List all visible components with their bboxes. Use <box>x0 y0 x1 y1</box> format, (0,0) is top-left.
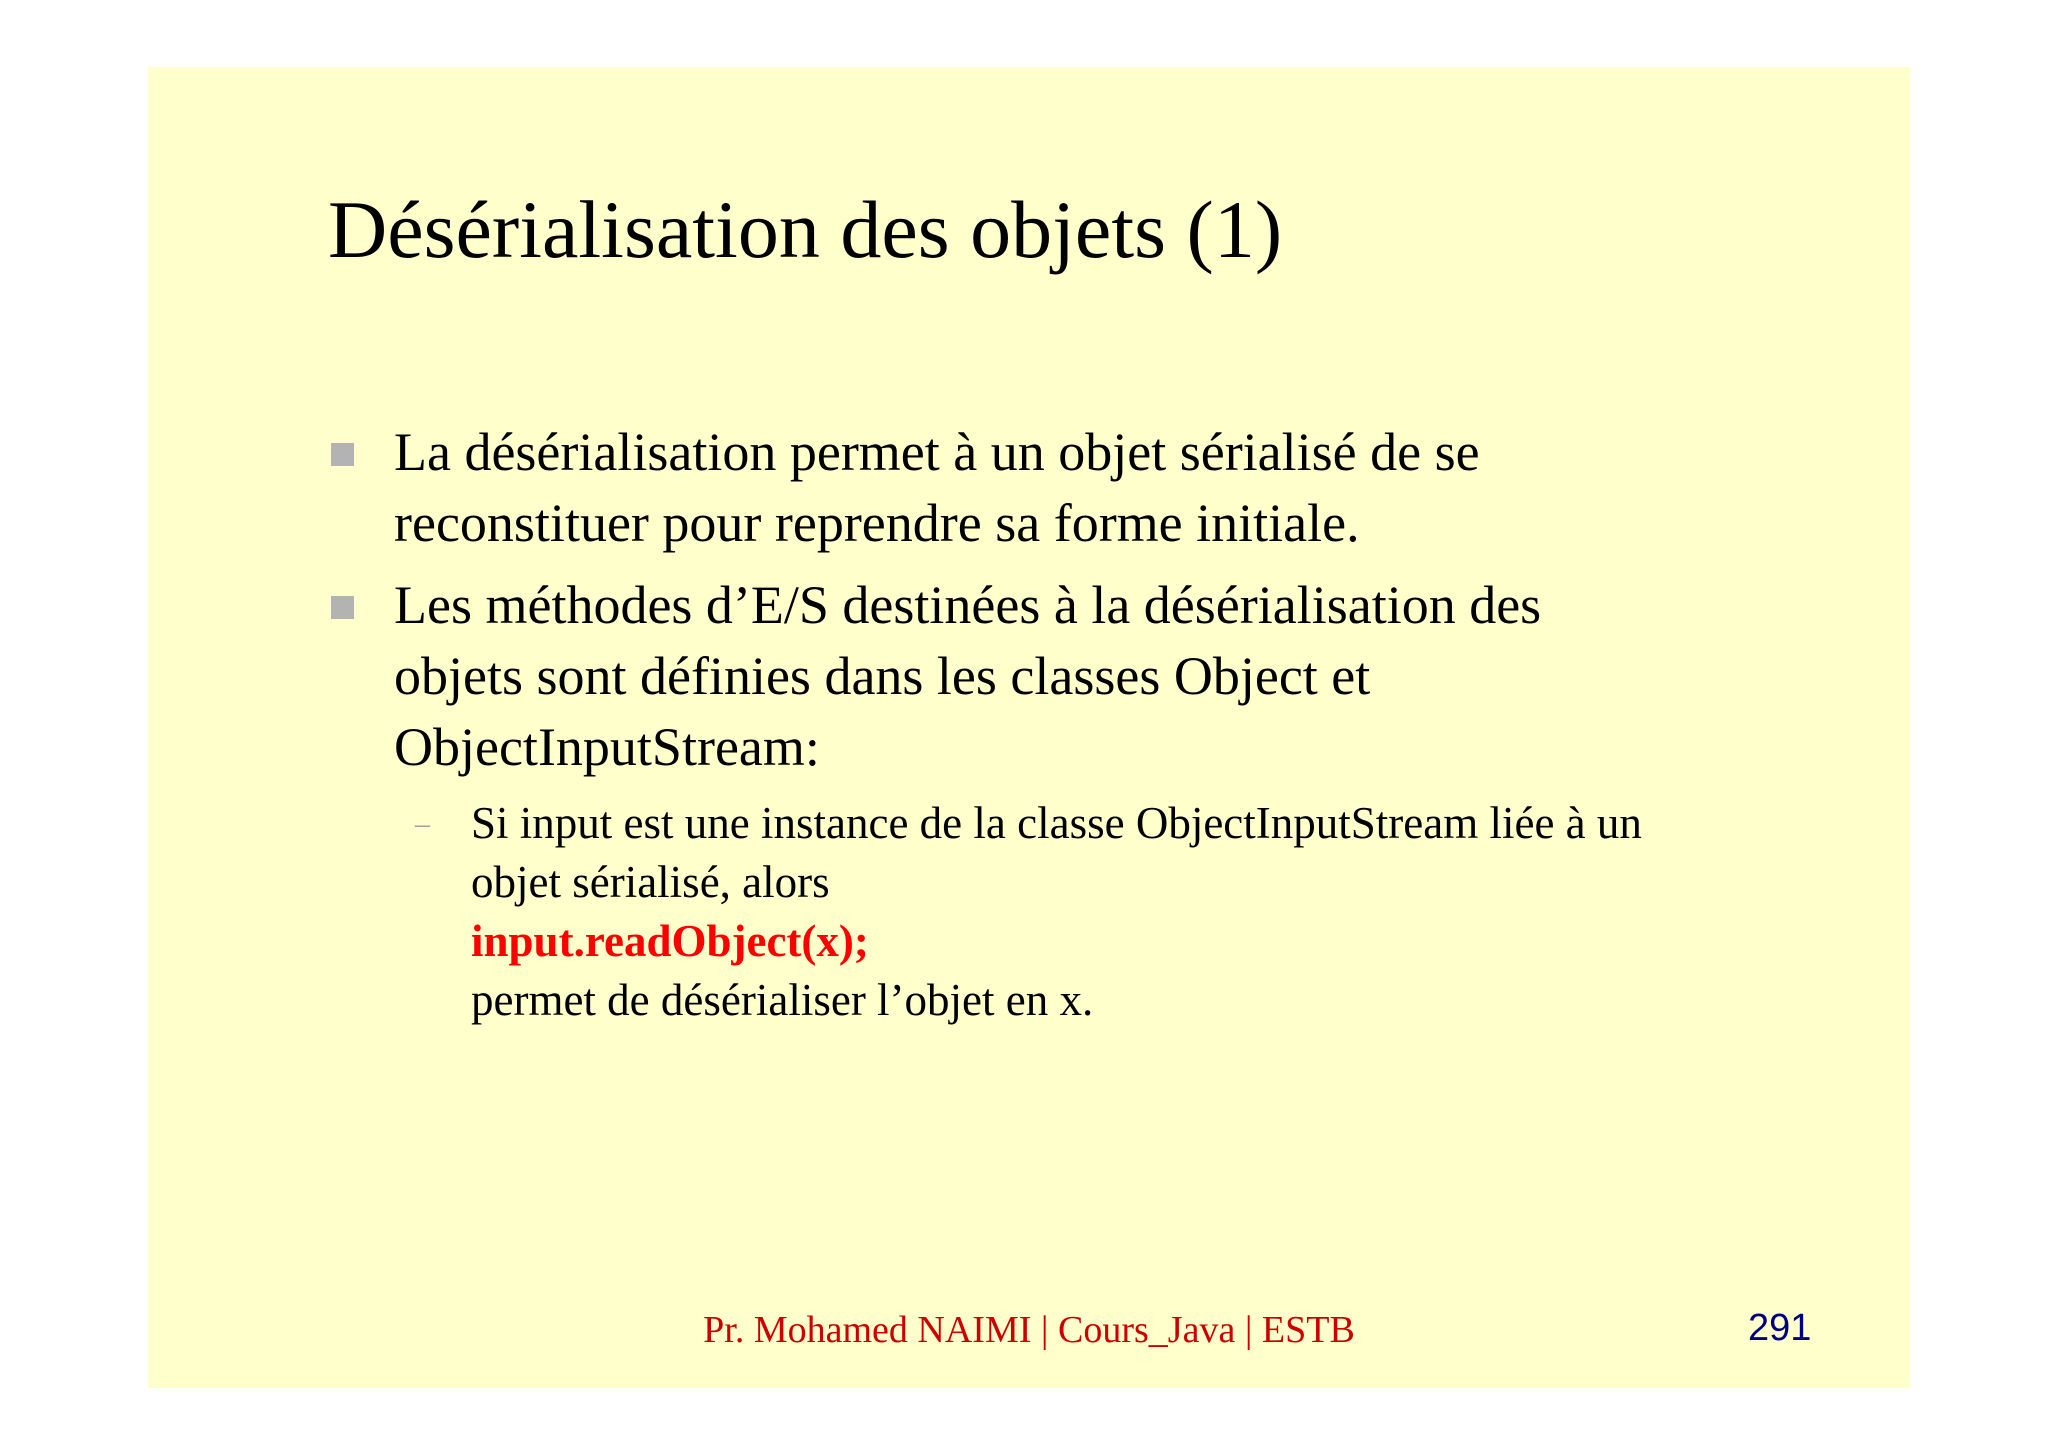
dash-bullet-icon: – <box>415 807 430 840</box>
bullet-item <box>328 570 1748 783</box>
bullet-list <box>328 417 1748 1030</box>
sub-bullet-item <box>328 794 1748 1030</box>
slide <box>148 67 1910 1388</box>
square-bullet-icon <box>331 596 354 619</box>
bullet-text-line: Les méthodes d’E/S destinées à la désérialisation des <box>394 575 1542 635</box>
bullet-text-line: La désérialisation permet à un objet sérialisé de se <box>394 422 1480 482</box>
bullet-text-line: ObjectInputStream: <box>394 717 820 777</box>
bullet-text-line: reconstituer pour reprendre sa forme initiale. <box>394 493 1360 553</box>
slide-footer: Pr. Mohamed NAIMI | Cours_Java | ESTB <box>703 1309 1355 1351</box>
slide-title: Désérialisation des objets (1) <box>328 184 1283 275</box>
bullet-item <box>328 417 1748 559</box>
square-bullet-icon <box>331 443 354 466</box>
sub-bullet-text-line: permet de désérialiser l’objet en x. <box>471 975 1094 1025</box>
sub-bullet-text-line: Si input est une instance de la classe ObjectInputStream liée à un <box>471 798 1642 848</box>
sub-bullet-text-line: objet sérialisé, alors <box>471 857 830 907</box>
code-snippet: input.readObject(x); <box>471 916 869 966</box>
page-number: 291 <box>1748 1307 1812 1349</box>
bullet-text-line: objets sont définies dans les classes Object et <box>394 646 1371 706</box>
